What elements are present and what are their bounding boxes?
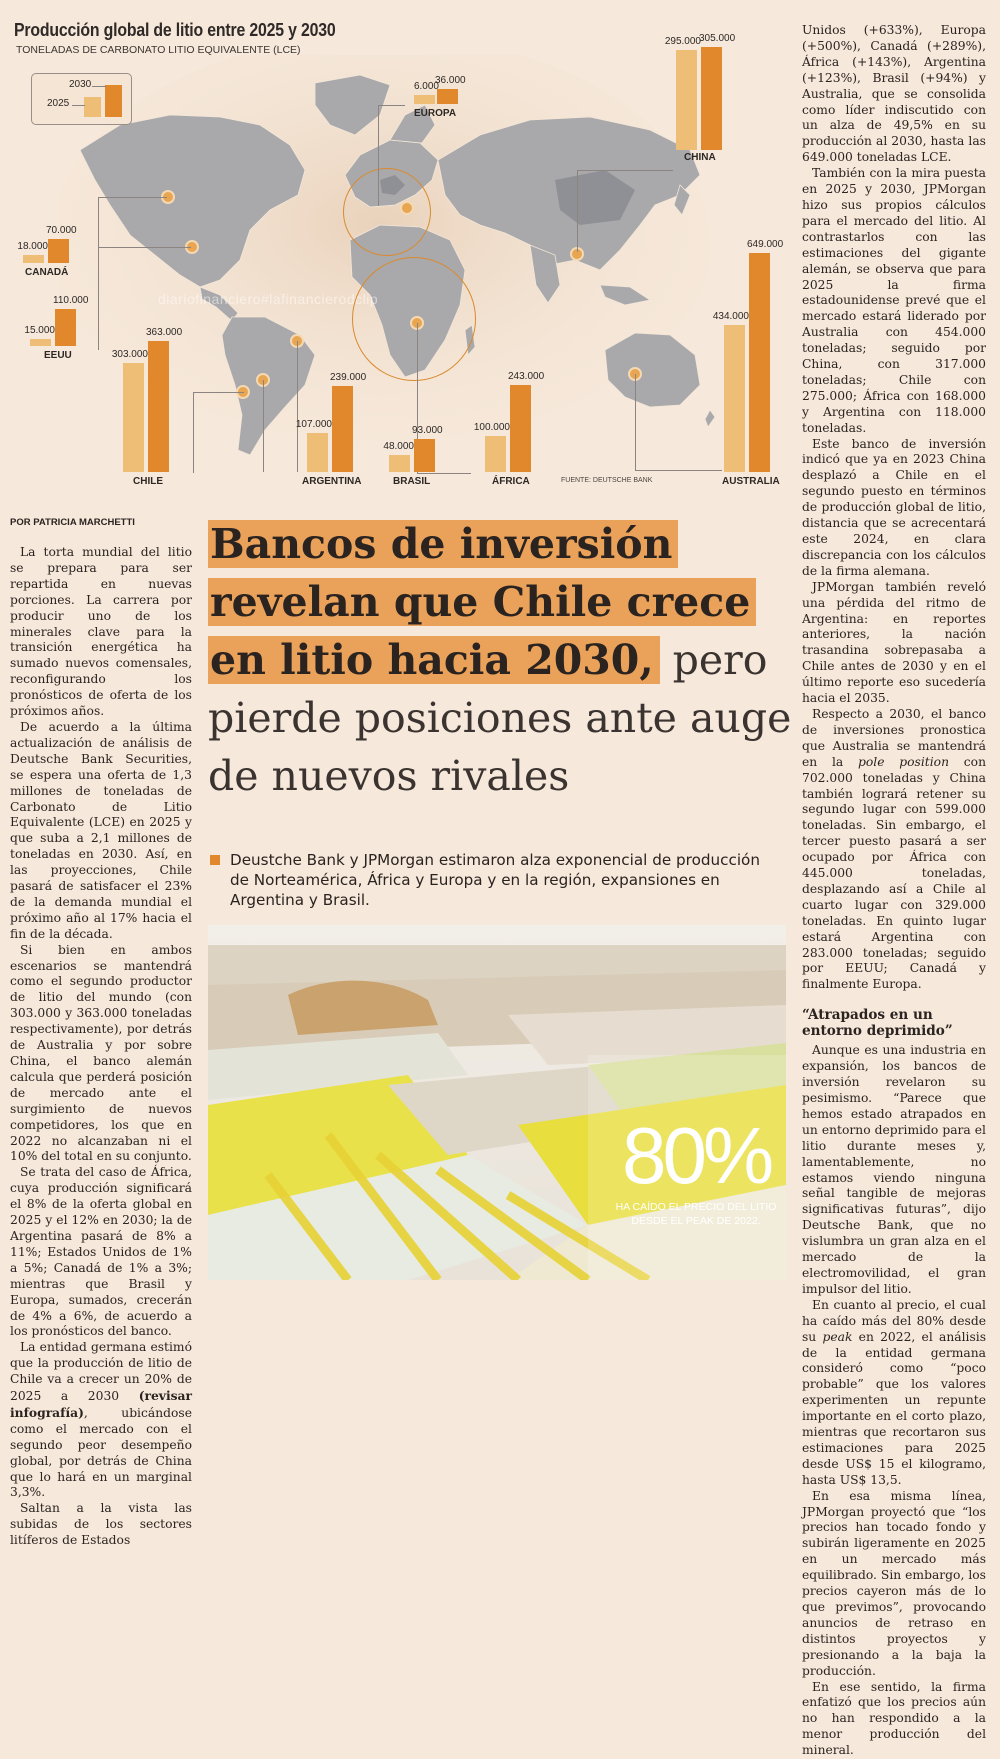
summary-bullet-icon: [210, 855, 220, 865]
region-label-africa: ÁFRICA: [492, 476, 530, 487]
value-label-2030: 243.000: [508, 370, 545, 382]
bar-2025: [485, 436, 506, 472]
bar-2030: [55, 309, 76, 346]
leader-line-chile: [193, 392, 244, 473]
region-label-eeuu: EEUU: [44, 350, 72, 361]
region-label-brasil: BRASIL: [393, 476, 431, 487]
value-label-2025: 18.000: [17, 241, 48, 252]
legend-2030-line: [92, 86, 106, 87]
headline-rest: pero pierde posiciones ante auge de nuevos rivales: [208, 636, 792, 800]
region-label-china: CHINA: [684, 152, 716, 163]
value-label-2025: 100.000: [473, 422, 510, 433]
paragraph-italic: peak: [822, 1329, 853, 1344]
value-label-2025: 107.000: [295, 419, 332, 431]
value-label-2025: 434.000: [712, 311, 749, 323]
bar-2025: [724, 325, 745, 472]
region-label-chile: CHILE: [133, 476, 163, 487]
paragraph: Unidos (+633%), Europa (+500%), Canadá (+289%), África (+143%), Argentina (+123%), Brasil (+94%) y Australia, que se consolida como líder indiscutido con un alza de 49,5% en su producción al 2030, hasta las 649.000 toneladas LCE.: [802, 23, 986, 165]
infographic-reference: (revisar infografía): [10, 1388, 192, 1420]
leader-line-australia: [635, 374, 722, 471]
value-label-2030: 110.000: [53, 295, 89, 306]
leader-line-china: [577, 170, 673, 252]
legend-2025-label: 2025: [47, 98, 70, 109]
bar-group-china: [664, 0, 736, 163]
region-label-europa: EUROPA: [414, 108, 457, 119]
paragraph: [10, 1340, 192, 1501]
paragraph: En esa misma línea, JPMorgan proyectó que “los precios han tocado fondo y subirán ligeramente en 2025 en un mercado más equilibrado. Sin embargo, los precios cayeron más de lo que previmos”, provocando anuncios de retraso en distintos proyectos y presionando a la baja la producción.: [802, 1488, 986, 1678]
value-label-2025: 15.000: [24, 325, 55, 336]
legend-2030-label: 2030: [69, 79, 92, 90]
bar-2030: [148, 341, 169, 472]
byline: POR PATRICIA MARCHETTI: [10, 517, 135, 528]
infographic-source: FUENTE: DEUTSCHE BANK: [561, 477, 653, 484]
bar-group-chile: [111, 0, 183, 487]
paragraph: La torta mundial del litio se prepara para ser repartida en nuevas porciones. La carrera por producir uno de los minerales clave para la transición energética ha sumado nuevos comensales, reconfigurando los pronósticos de oferta de los próximos años.: [10, 545, 192, 719]
value-label-2030: 36.000: [435, 75, 466, 86]
value-label-2025: 6.000: [413, 81, 439, 92]
paragraph-text: En cuanto al precio, el cual ha caído más del 80% desde su: [802, 1297, 986, 1344]
value-label-2025: 48.000: [383, 440, 414, 452]
region-label-canada: CANADÁ: [25, 267, 69, 278]
leader-line-argentina: [263, 380, 284, 472]
bar-group-argentina: [295, 0, 367, 487]
photo-stat-caption: HA CAÍDO EL PRECIO DEL LITIO DESDE EL PEAK DE 2022.: [615, 1201, 777, 1227]
paragraph: Este banco de inversión indicó que ya en 2023 China desplazó a Chile en el segundo puesto en términos de producción global de litio, distancia que se acrecentará este 2024, en clara discrepancia con los cálculos de la firma alemana.: [802, 436, 986, 578]
article-column-1: [10, 545, 192, 1549]
headline: [208, 515, 793, 805]
headline-highlight: Bancos de inversión revelan que Chile crece en litio hacia 2030,: [208, 520, 756, 684]
paragraph-text: en 2022, el análisis de la entidad germana consideró como “poco probable” que los valores experimenten un repunte importante en el corto plazo, mientras que recortaron sus estimaciones para 2025 desde US$ 15 el kilogramo, hasta US$ 13,5.: [802, 1329, 987, 1487]
value-label-2030: 93.000: [412, 424, 443, 436]
bar-group-africa: [473, 0, 545, 487]
value-label-2025: 303.000: [111, 348, 148, 360]
paragraph-text: con 702.000 toneladas y China también logrará retener su segundo lugar con 599.000 toneladas. Sin embargo, el tercer puesto pasará a ser ocupado por África con 445.000 toneladas, desplazando así a Chile al cuarto lugar con 329.000 toneladas. En quinto lugar estará Argentina con 283.000 toneladas; seguido por EEUU; Canadá y finalmente Europa.: [802, 754, 986, 992]
region-label-australia: AUSTRALIA: [722, 476, 780, 487]
value-label-2025: 295.000: [664, 36, 701, 47]
paragraph: [802, 1298, 986, 1489]
region-label-argentina: ARGENTINA: [302, 476, 362, 487]
value-label-2030: 239.000: [330, 371, 367, 383]
value-label-2030: 305.000: [699, 33, 736, 44]
bar-2030: [701, 47, 722, 150]
bar-2025: [30, 339, 51, 346]
article-column-3: [802, 23, 986, 1759]
photo-stat-value: 80%: [622, 1111, 771, 1200]
paragraph: En ese sentido, la firma enfatizó que los precios aún no han respondido a la menor producción del mineral.: [802, 1679, 986, 1758]
summary-text: Deustche Bank y JPMorgan estimaron alza exponencial de producción de Norteamérica, África y Europa y en la región, expansiones en Argentina y Brasil.: [230, 851, 760, 909]
section-subhead: “Atrapados en un entorno deprimido”: [802, 1007, 953, 1040]
bar-2025: [676, 50, 697, 150]
paragraph: [802, 707, 986, 993]
paragraph: Saltan a la vista las subidas de los sectores litíferos de Estados: [10, 1501, 192, 1548]
bar-2030: [510, 385, 531, 472]
paragraph-text: , ubicándose como el mercado con el segundo peor desempeño global, por detrás de China que lo hará en un marginal 3,3%.: [10, 1405, 192, 1500]
legend-2025-swatch: [84, 97, 101, 117]
bar-2030: [749, 253, 770, 472]
bar-2025: [389, 455, 410, 472]
value-label-2030: 70.000: [46, 225, 77, 236]
infographic-subtitle: TONELADAS DE CARBONATO LITIO EQUIVALENTE (LCE): [16, 44, 301, 56]
paragraph: Se trata del caso de África, cuya producción significará el 8% de la oferta global en 2025 y el 12% en 2030; la de Argentina pasará de 8% a 11%; Estados Unidos de 1% a 5%; Canadá de 1% a 3%; mientras que Brasil y Europa, sumados, crecerán de 4% a 6%, de acuerdo a los pronósticos del banco.: [10, 1165, 192, 1339]
paragraph-italic: pole position: [858, 754, 949, 769]
value-label-2030: 649.000: [747, 238, 784, 250]
legend-2030-swatch: [105, 85, 122, 117]
bar-2025: [123, 363, 144, 472]
infographic-title: Producción global de litio entre 2025 y 2030: [14, 20, 336, 40]
paragraph: También con la mira puesta en 2025 y 2030, JPMorgan hizo sus propios cálculos para el mercado del litio. Al contrastarlos con las estimaciones del gigante alemán, se observa que para 2025 la firma estadounidense prevé que el mercado estará liderado por Australia con 454.000 toneladas; seguido por China, con 317.000 toneladas; Chile con 275.000; África con 168.000 y Argentina con 118.000 toneladas.: [802, 166, 986, 435]
bar-2025: [307, 433, 328, 472]
paragraph: Aunque es una industria en expansión, los bancos de inversión revelaron su pesimismo. “Parece que hemos estado atrapados en un entorno deprimido para el litio durante meses y, lamentablemente, no estamos viendo ninguna señal tangible de mejoras significativas futuras”, dijo Deutsche Bank, que no vislumbra un gran alza en el mercado de la electromovilidad, el gran impulsor del litio.: [802, 1043, 986, 1296]
paragraph: De acuerdo a la última actualización de análisis de Deutsche Bank Securities, se espera una oferta de 1,3 millones de toneladas de Carbonato de Litio Equivalente (LCE) en 2025 y que suba a 2,1 millones de toneladas en 2030. Así, en las proyecciones, Chile pasará de satisfacer el 23% de la demanda mundial el próximo año al 17% hacia el fin de la década.: [10, 719, 192, 941]
bar-2030: [414, 439, 435, 472]
map-watermark: diariofinanciero#lafinancierodclip: [158, 291, 379, 307]
paragraph: JPMorgan también reveló una pérdida del ritmo de Argentina: en reportes anteriores, la nación trasandina sobrepasaba a Chile antes de 2030 y en el último reporte eso sucedería hacia el 2035.: [802, 579, 986, 706]
paragraph-text: Respecto a 2030, el banco de inversiones pronostica que Australia se mantendrá en la: [802, 706, 986, 769]
summary: [210, 850, 770, 910]
paragraph-text: La entidad germana estimó que la producción de litio de Chile va a crecer un 20% de 2025 a 2030: [10, 1340, 192, 1404]
value-label-2030: 363.000: [146, 327, 183, 339]
paragraph: Si bien en ambos escenarios se mantendrá como el segundo productor de litio del mundo (con 303.000 y 363.000 toneladas respectivamente), por detrás de Australia y por sobre China, el banco alemán calcula que perderá posición de mercado ante el surgimiento de nuevos competidores, los que en 2022 no alcanzaban ni el 10% del total en su conjunto.: [10, 942, 192, 1164]
bar-2030: [332, 386, 353, 472]
bar-2030: [437, 89, 458, 104]
